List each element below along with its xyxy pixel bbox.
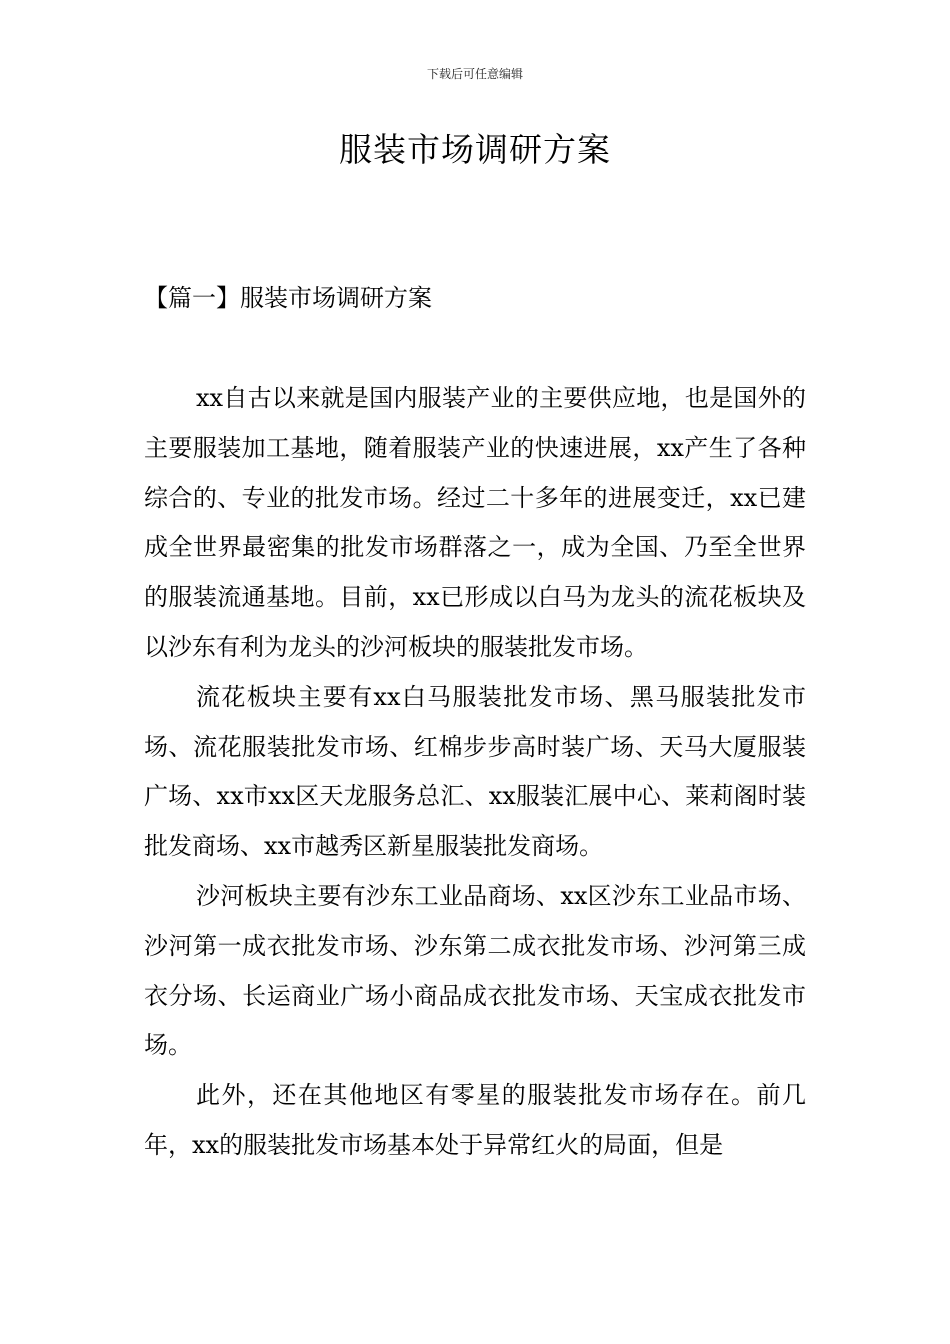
paragraph: 沙河板块主要有沙东工业品商场、xx区沙东工业品市场、沙河第一成衣批发市场、沙东第二成衣批发市场、沙河第三成衣分场、长运商业广场小商品成衣批发市场、天宝成衣批发市场。: [144, 881, 806, 1060]
document-body: [144, 374, 806, 1171]
paragraph: 流花板块主要有xx白马服装批发市场、黑马服装批发市场、流花服装批发市场、红棉步步高时装广场、天马大厦服装广场、xx市xx区天龙服务总汇、xx服装汇展中心、莱莉阁时装批发商场、xx市越秀区新星服装批发商场。: [144, 682, 806, 861]
paragraph: xx自古以来就是国内服装产业的主要供应地，也是国外的主要服装加工基地，随着服装产业的快速进展，xx产生了各种综合的、专业的批发市场。经过二十多年的进展变迁，xx已建成全世界最密集的批发市场群落之一，成为全国、乃至全世界的服装流通基地。目前，xx已形成以白马为龙头的流花板块及以沙东有利为龙头的沙河板块的服装批发市场。: [144, 384, 806, 661]
paragraph: 此外，还在其他地区有零星的服装批发市场存在。前几年，xx的服装批发市场基本处于异常红火的局面，但是: [144, 1081, 806, 1159]
section-heading: 【篇一】服装市场调研方案: [144, 284, 432, 312]
document-title: 服装市场调研方案: [339, 130, 611, 169]
header-note: 下载后可任意编辑: [426, 67, 523, 81]
